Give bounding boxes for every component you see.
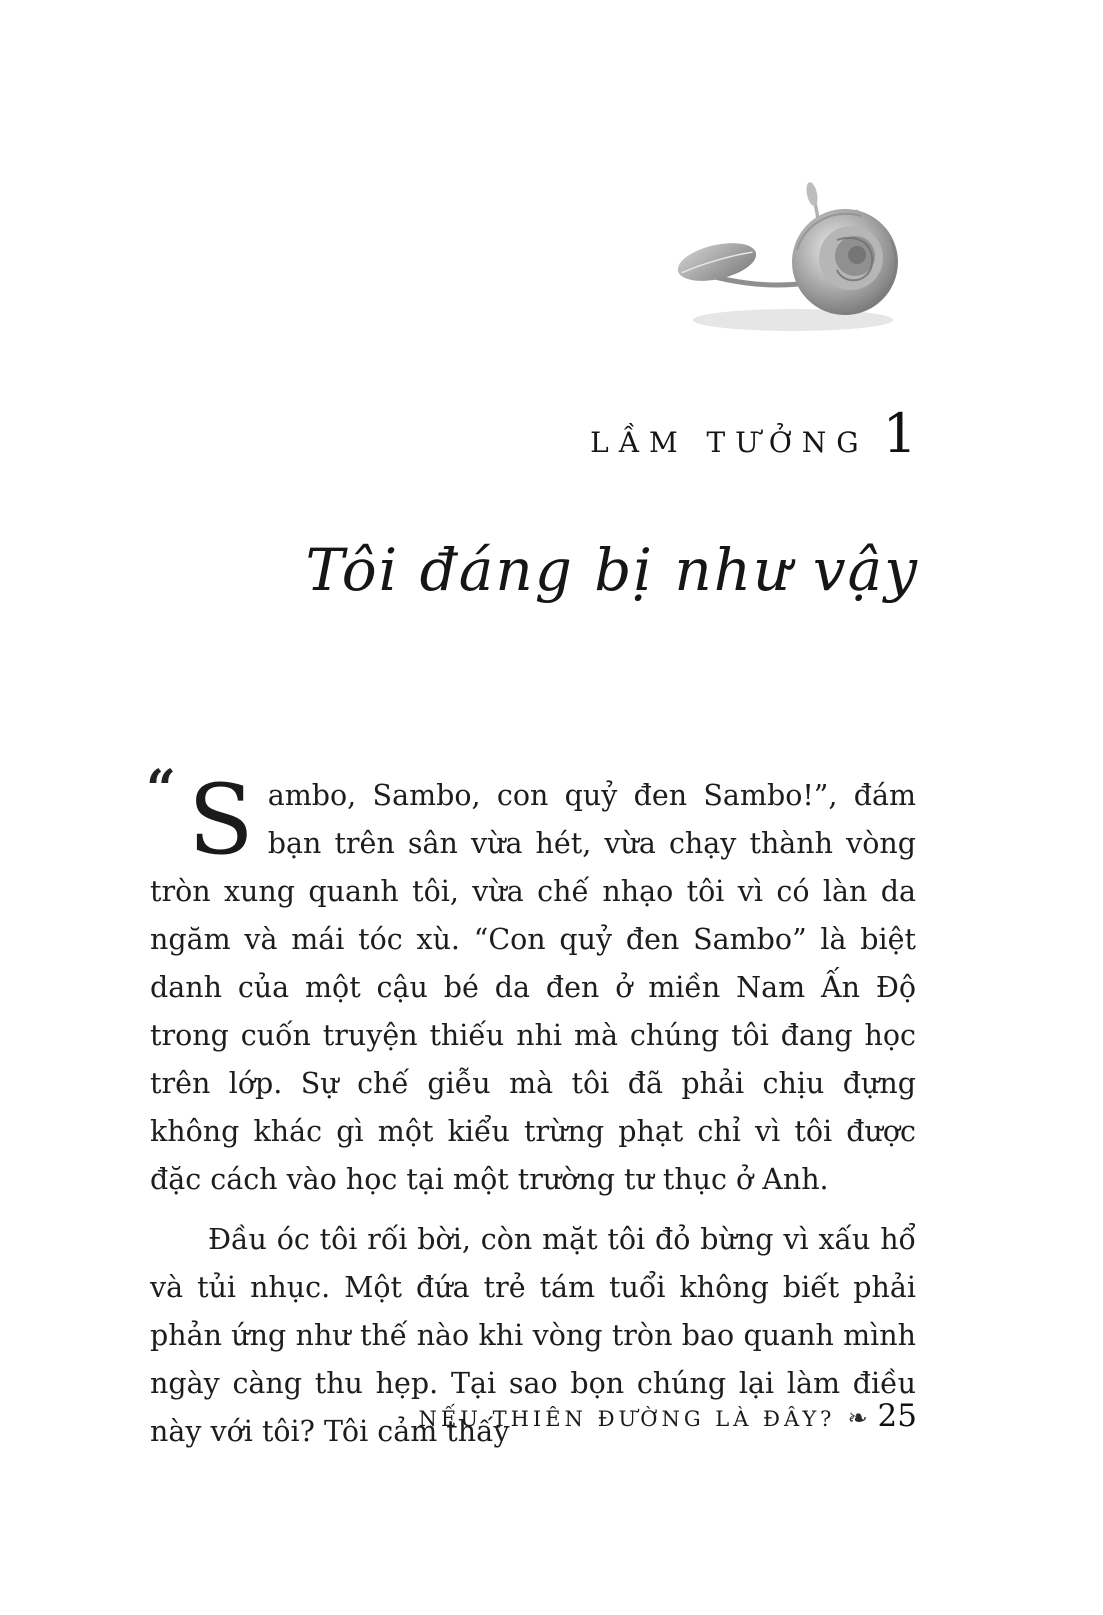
- page-number: 25: [877, 1398, 917, 1434]
- opening-quote-mark: “: [146, 759, 176, 820]
- page-footer: [419, 1398, 918, 1434]
- chapter-title: Tôi đáng bị như vậy: [305, 536, 919, 604]
- paragraph-1: [146, 759, 916, 1204]
- chapter-heading: [590, 402, 917, 465]
- running-title: NẾU THIÊN ĐƯỜNG LÀ ĐÂY?: [418, 1407, 836, 1431]
- fleuron-ornament-icon: ❧: [847, 1404, 868, 1432]
- rose-illustration-svg: [665, 170, 920, 340]
- paragraph-1-text: ambo, Sambo, con quỷ đen Sambo!”, đám bạn trên sân vừa hét, vừa chạy thành vòng tròn xung quanh tôi, vừa chế nhạo tôi vì có làn da ngăm và mái tóc xù. “Con quỷ đen Sambo” là biệt danh của một cậu bé da đen ở miền Nam Ấn Độ trong cuốn truyện thiếu nhi mà chúng tôi đang học trên lớp. Sự chế giễu mà tôi đã phải chịu đựng không khác gì một kiểu trừng phạt chỉ vì tôi được đặc cách vào học tại một trường tư thục ở Anh.: [150, 779, 916, 1196]
- paragraph-2: Đầu óc tôi rối bời, còn mặt tôi đỏ bừng vì xấu hổ và tủi nhục. Một đứa trẻ tám tuổi không biết phải phản ứng như thế nào khi vòng tròn bao quanh mình ngày càng thu hẹp. Tại sao bọn chúng lại làm điều này với tôi? Tôi cảm thấy: [150, 1223, 916, 1448]
- chapter-number: 1: [882, 402, 917, 465]
- chapter-label: LẦM TƯỞNG: [590, 426, 869, 459]
- drop-cap: S: [188, 764, 254, 876]
- body-text: [146, 759, 916, 1456]
- rose-image: [665, 170, 920, 340]
